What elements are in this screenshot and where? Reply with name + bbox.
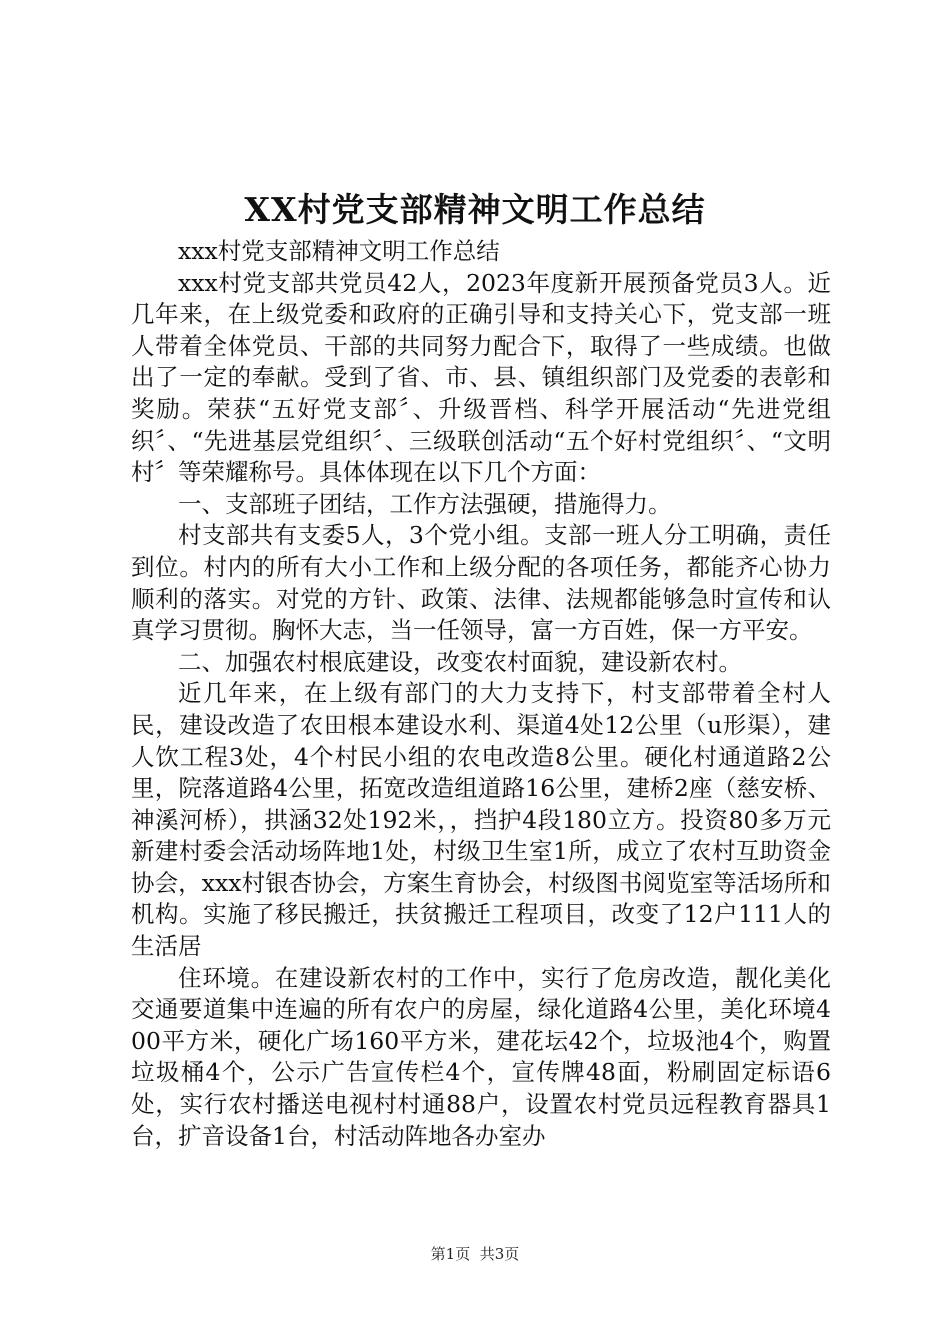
- paragraph-section-1: 村支部共有支委5人，3个党小组。支部一班人分工明确，责任到位。村内的所有大小工作和上级分配的各项任务，都能齐心协力顺利的落实。对党的方针、政策、法律、法规都能够急时宣传和认真学习贯彻。胸怀大志，当一任领导，富一方百姓，保一方平安。: [131, 521, 831, 645]
- paragraph-subtitle: xxx村党支部精神文明工作总结: [178, 237, 500, 265]
- paragraph-section-2: 近几年来，在上级有部门的大力支持下，村支部带着全村人民，建设改造了农田根本建设水利、渠道4处12公里（u形渠），建人饮工程3处，4个村民小组的农电改造8公里。硬化村通道路2公里，院落道路4公里，拓宽改造组道路16公里，建桥2座（慈安桥、神溪河桥），拱涵32处192米，，挡护4段180立方。投资80多万元新建村委会活动场阵地1处，村级卫生室1所，成立了农村互助资金协会，xxx村银杏协会，方案生育协会，村级图书阅览室等活场所和机构。实施了移民搬迁，扶贫搬迁工程项目，改变了12户111人的生活居: [131, 679, 831, 961]
- section-heading-1: 一、支部班子团结，工作方法强硬，措施得力。: [178, 489, 672, 518]
- document-body: [131, 236, 831, 1152]
- section-heading-2: 二、加强农村根底建设，改变农村面貌，建设新农村。: [178, 647, 742, 676]
- page-footer: [0, 1244, 950, 1264]
- page-number: 第1页: [430, 1245, 471, 1263]
- page-total: 共3页: [479, 1245, 520, 1263]
- document-title: XX村党支部精神文明工作总结: [244, 190, 706, 229]
- paragraph-section-2-continued: 住环境。在建设新农村的工作中，实行了危房改造，靓化美化交通要道集中连遍的所有农户的房屋，绿化道路4公里，美化环境400平方米，硬化广场160平方米，建花坛42个，垃圾池4个，购置垃圾桶4个，公示广告宣传栏4个，宣传牌48面，粉刷固定标语6处，实行农村播送电视村村通88户，设置农村党员远程教育器具1台，扩音设备1台，村活动阵地各办室办: [131, 963, 831, 1150]
- paragraph-intro: xxx村党支部共党员42人，2023年度新开展预备党员3人。近几年来，在上级党委和政府的正确引导和支持关心下，党支部一班人带着全体党员、干部的共同努力配合下，取得了一些成绩。也做出了一定的奉献。受到了省、市、县、镇组织部门及党委的表彰和奖励。荣获“五好党支部〞、升级晋档、科学开展活动“先进党组织〞、“先进基层党组织〞、三级联创活动“五个好村党组织〞、“文明村〞等荣耀称号。具体体现在以下几个方面：: [131, 268, 831, 487]
